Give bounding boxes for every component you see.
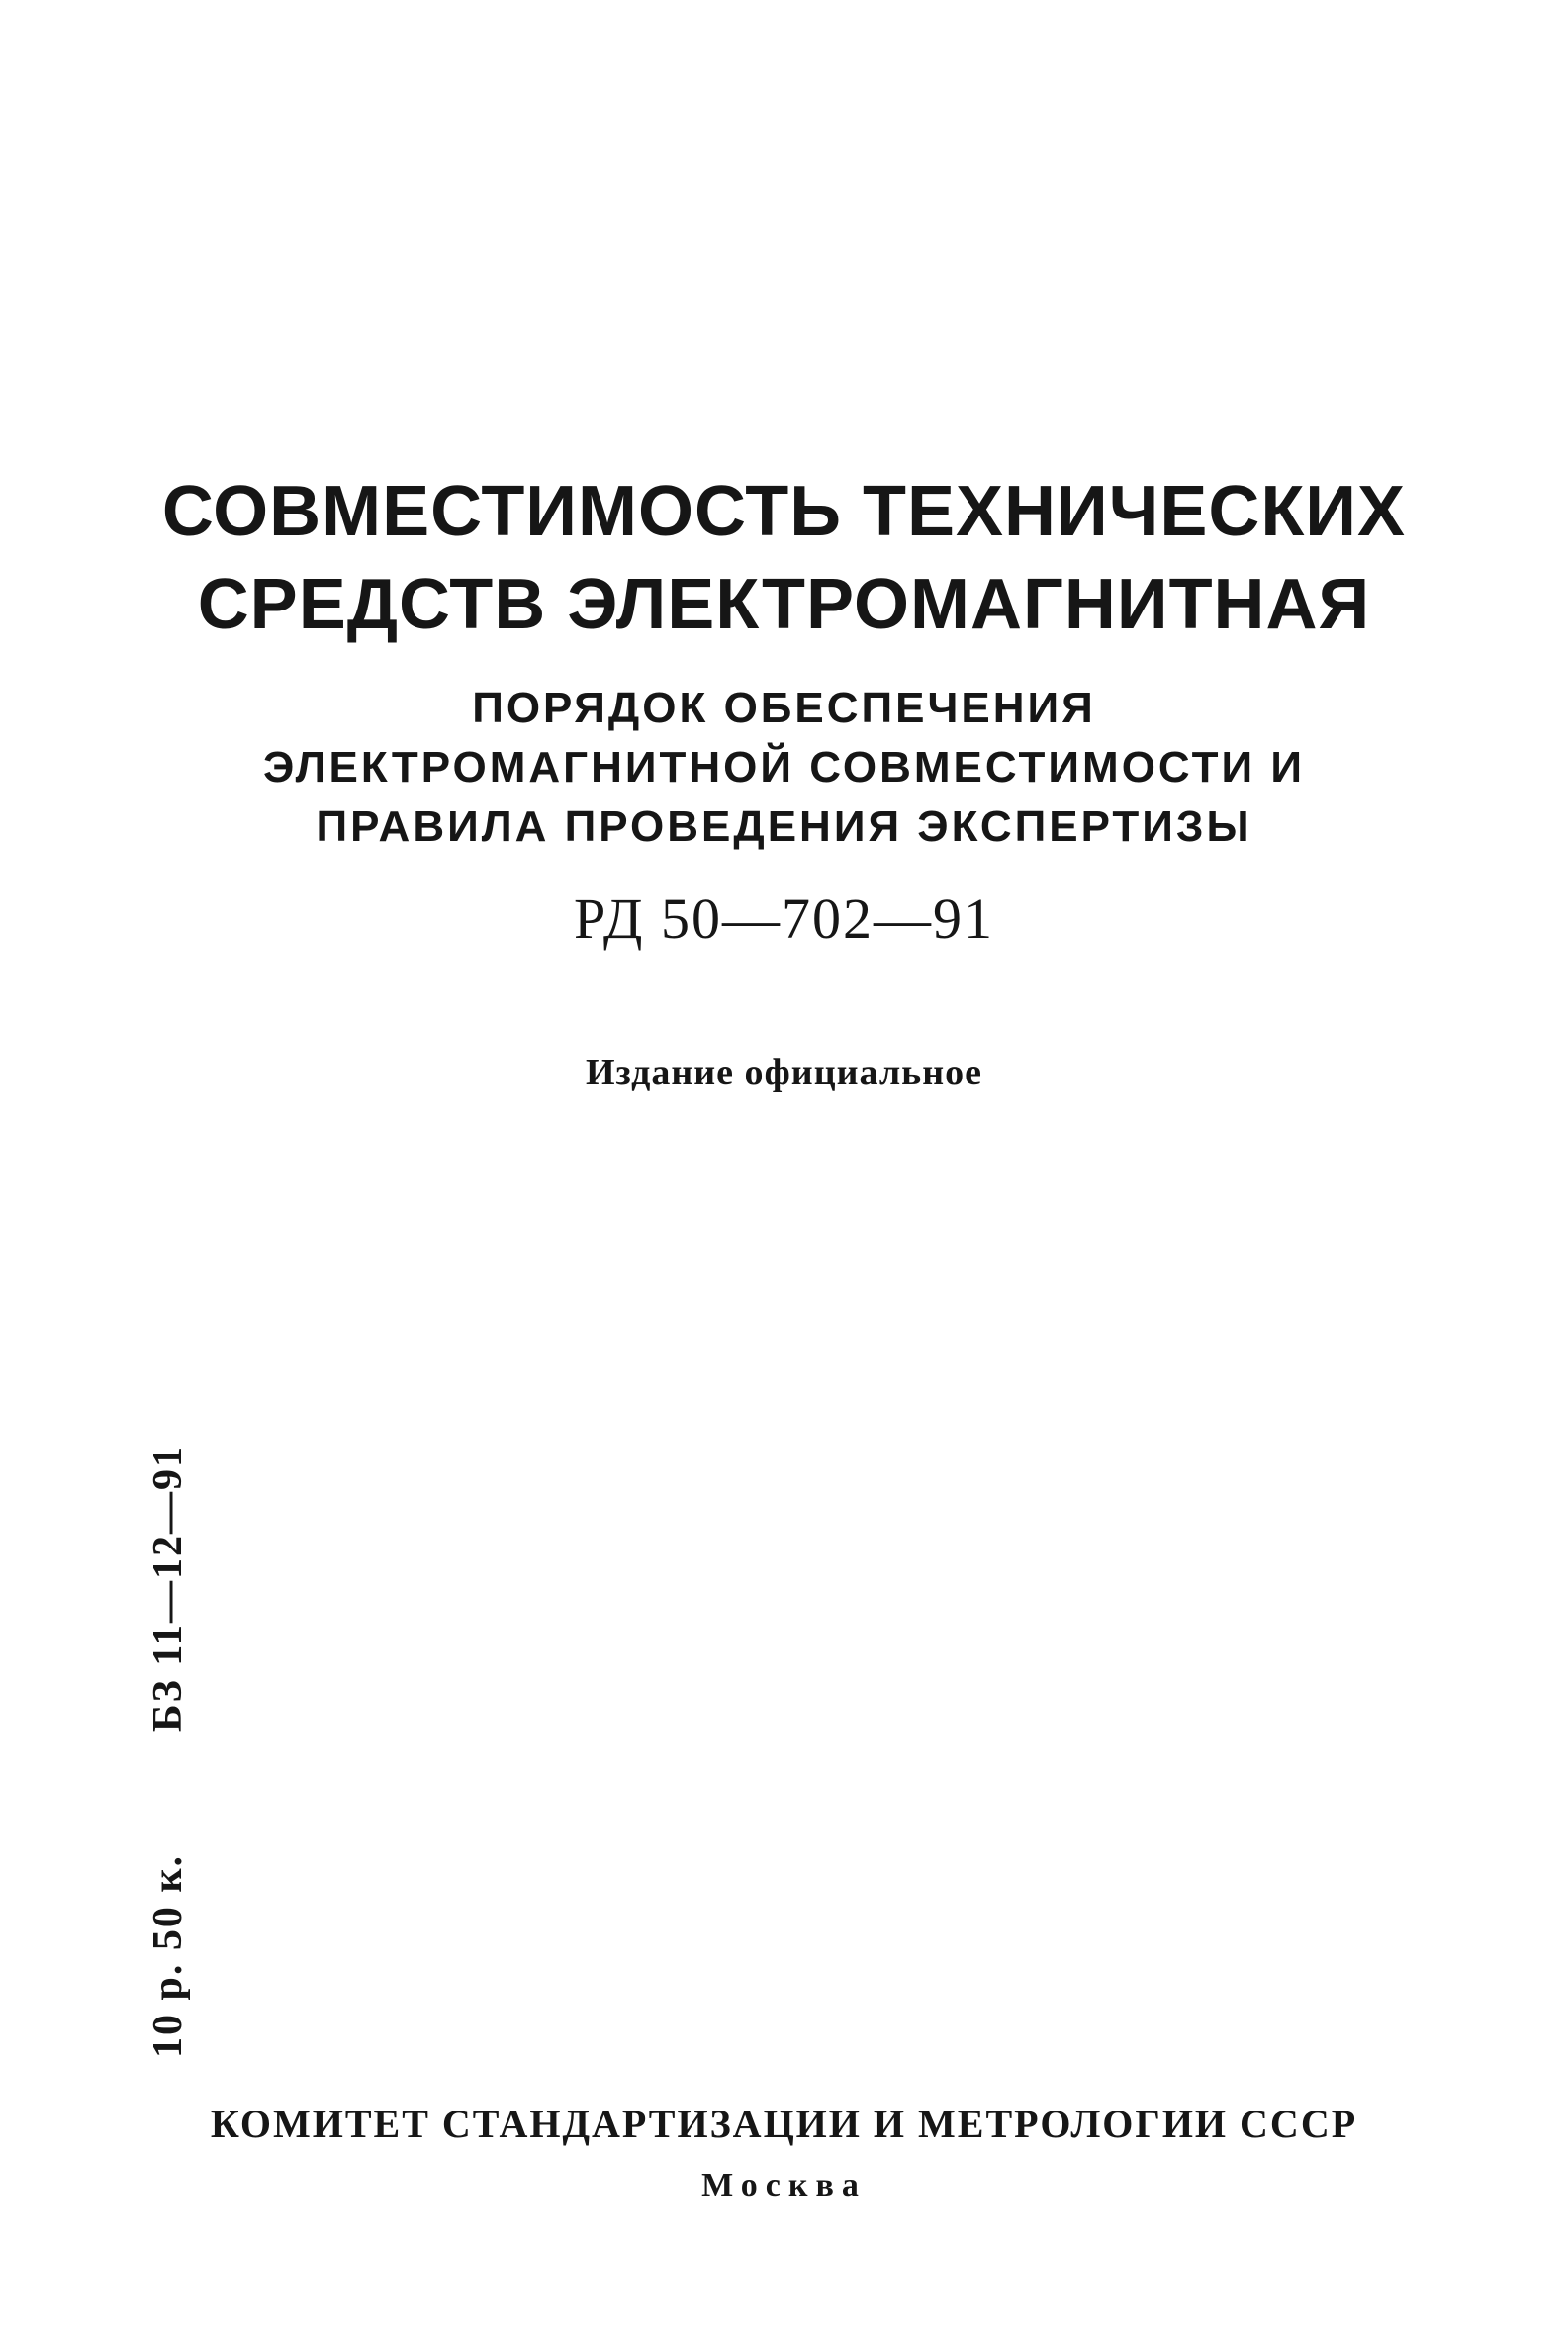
catalog-code: БЗ 11—12—91 xyxy=(145,1445,191,1733)
title-block xyxy=(0,465,1568,651)
publisher-name: КОМИТЕТ СТАНДАРТИЗАЦИИ И МЕТРОЛОГИИ СССР xyxy=(210,2102,1358,2146)
side-imprint xyxy=(129,1445,277,2058)
title-line-1: СОВМЕСТИМОСТЬ ТЕХНИЧЕСКИХ xyxy=(161,472,1407,551)
subtitle-line-2: ЭЛЕКТРОМАГНИТНОЙ СОВМЕСТИМОСТИ И xyxy=(263,743,1305,792)
edition-note: Издание официальное xyxy=(585,1052,982,1093)
publisher-city: Москва xyxy=(701,2167,867,2204)
side-imprint-text xyxy=(129,1445,208,2058)
document-title xyxy=(0,465,1568,651)
price-label: 10 р. 50 к. xyxy=(145,1853,191,2058)
subtitle-line-3: ПРАВИЛА ПРОВЕДЕНИЯ ЭКСПЕРТИЗЫ xyxy=(316,802,1252,851)
document-subtitle xyxy=(0,679,1568,857)
subtitle-line-1: ПОРЯДОК ОБЕСПЕЧЕНИЯ xyxy=(472,684,1096,732)
document-code: РД 50—702—91 xyxy=(574,887,994,951)
title-line-2: СРЕДСТВ ЭЛЕКТРОМАГНИТНАЯ xyxy=(197,565,1371,644)
